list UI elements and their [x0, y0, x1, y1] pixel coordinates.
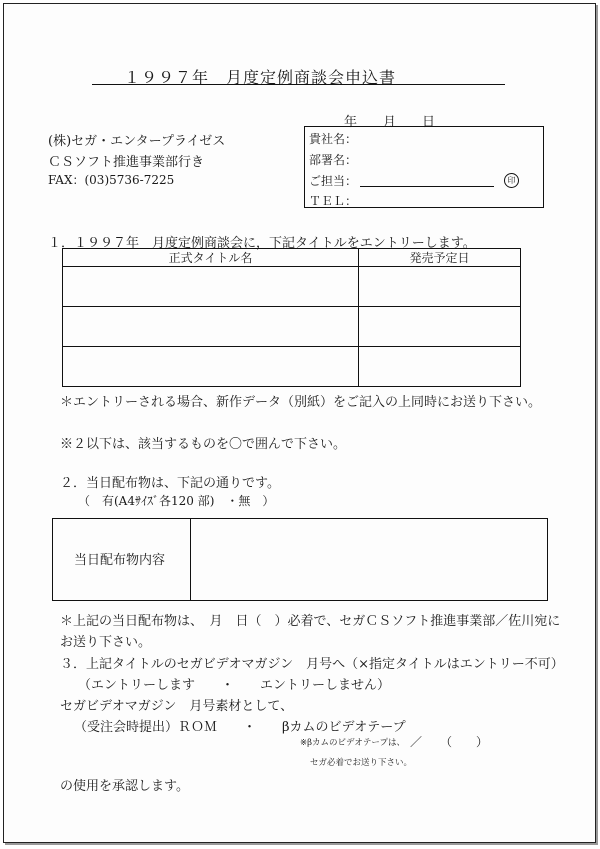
applicant-tel-label: ＴＥＬ： [309, 194, 358, 208]
table-row [63, 307, 521, 347]
title-underline [92, 84, 505, 85]
section2-note-deadline: ＊上記の当日配布物は、 月 日（ ）必着で、セガＣＳソフト推進事業部／佐川宛に [60, 614, 561, 629]
applicant-person-label: ご担当： [309, 174, 358, 188]
date-cell[interactable] [359, 307, 521, 347]
table-header-row [63, 249, 521, 267]
media-options: （受注会時提出）ＲＯＭ ・ βカムのビデオテープ [74, 720, 406, 735]
section3-heading: ３．上記タイトルのセガビデオマガジン 月号へ（×指定タイトルはエントリー不可） [60, 657, 564, 672]
header-official-title: 正式タイトル名 [63, 249, 359, 267]
handout-options: （ 有(A4ｻｲｽﾞ各120 部) ・無 ） [78, 494, 275, 508]
section1-note-new-data: ＊エントリーされる場合、新作データ（別紙）をご記入の上同時にお送り下さい。 [60, 395, 542, 410]
recipient-company: (株)セガ・エンタープライゼス [48, 134, 226, 149]
table-row [63, 267, 521, 307]
title-cell[interactable] [63, 267, 359, 307]
section2-heading: ２．当日配布物は、下記の通りです。 [60, 476, 280, 491]
applicant-company-label: 貴社名： [309, 132, 358, 146]
application-form-page [3, 3, 596, 843]
date-cell[interactable] [359, 267, 521, 307]
handout-contents-label: 当日配布物内容 [74, 553, 166, 568]
handout-box-divider [190, 518, 191, 601]
person-signature-line [360, 186, 494, 187]
beta-tape-delivery-note: セガ必着でお送り下さい。 [310, 758, 413, 768]
recipient-dept: ＣＳソフト推進事業部行き [48, 155, 205, 170]
date-line: 年 月 日 [344, 115, 436, 130]
header-release-date: 発売予定日 [359, 249, 521, 267]
closing-approval: の使用を承認します。 [60, 779, 189, 794]
recipient-fax: FAX：(03)5736-7225 [48, 173, 175, 187]
table-row [63, 347, 521, 387]
date-cell[interactable] [359, 347, 521, 387]
magazine-material-line: セガビデオマガジン 月号素材として、 [60, 699, 294, 714]
applicant-dept-label: 部署名： [309, 153, 358, 167]
title-cell[interactable] [63, 307, 359, 347]
form-title: １９９７年 月度定例商談会申込書 [124, 68, 397, 87]
seal-mark: 印 [504, 173, 519, 188]
beta-tape-note: ※βカムのビデオテープは、 [300, 738, 405, 748]
section1-note-circle: ※２以下は、該当するものを〇で囲んで下さい。 [60, 437, 347, 452]
title-cell[interactable] [63, 347, 359, 387]
title-entry-table [62, 248, 521, 387]
beta-tape-date-blank: ／ （ ） [410, 735, 489, 749]
section2-note-send: お送り下さい。 [60, 635, 152, 650]
entry-options: （エントリーします ・ エントリーしません） [78, 678, 391, 693]
handout-contents-field[interactable] [194, 522, 542, 596]
section1-heading: １．１９９７年 月度定例商談会に，下記タイトルをエントリーします。 [48, 236, 476, 251]
